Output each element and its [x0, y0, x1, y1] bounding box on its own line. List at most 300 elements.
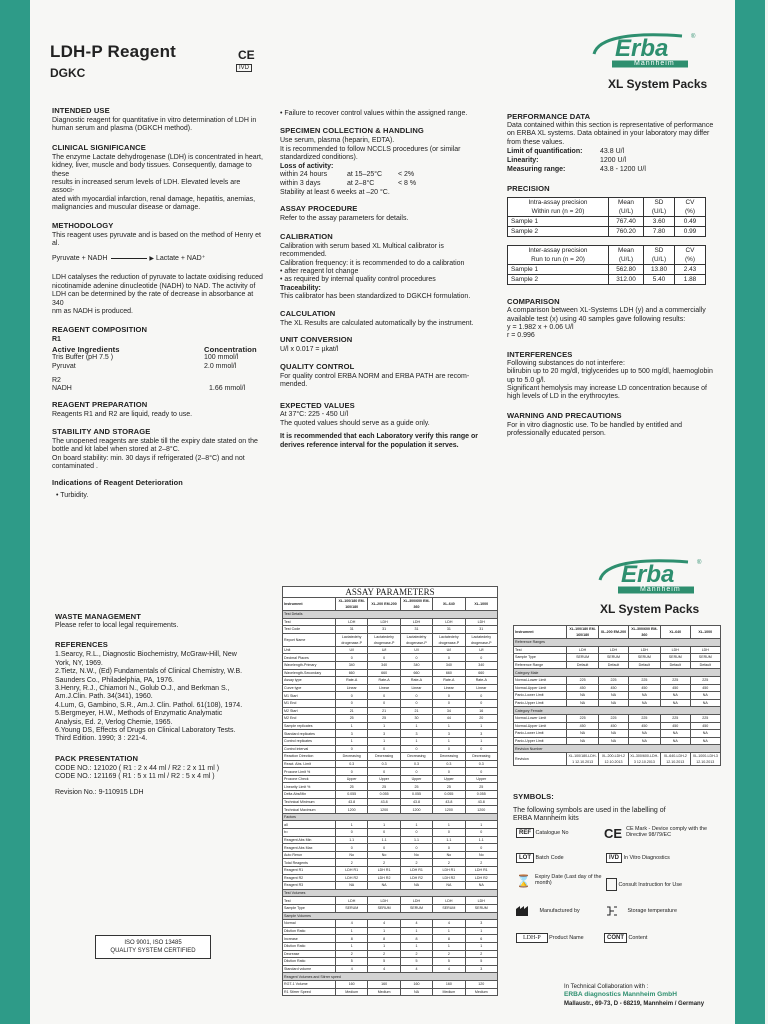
- intended-use-l2: human serum and plasma (DGKCH method).: [52, 125, 193, 133]
- storage-text: Storage temperature: [627, 908, 677, 915]
- pack-line: CODE NO.: 121169 ( R1 : 5 x 11 ml / R2 : 5 x 4 ml ): [55, 773, 215, 781]
- row-label: Reagent R1: [283, 867, 336, 875]
- table-cell: 31: [465, 626, 497, 634]
- table-cell: LDH R2: [368, 874, 400, 882]
- table-cell: 1200: [400, 806, 432, 814]
- table-cell: No: [336, 851, 368, 859]
- symbol-expiry: [516, 874, 604, 888]
- table-cell: Linear: [336, 684, 368, 692]
- table-cell: NA: [599, 730, 629, 738]
- table-cell: 0: [368, 745, 400, 753]
- table-cell: Lactatedehy drogenase-P: [400, 633, 432, 646]
- row-label: Wavelength-Secondary: [283, 669, 336, 677]
- table-cell: LDH: [628, 646, 660, 654]
- table-cell: 6: [465, 935, 497, 943]
- stability-heading: STABILITY AND STORAGE: [52, 426, 151, 436]
- row-label: Prozone Limit %: [283, 768, 336, 776]
- table-row: [283, 626, 498, 634]
- section-cell: Factors: [283, 813, 498, 821]
- table-cell: 0.3: [400, 760, 432, 768]
- table-row: [283, 806, 498, 814]
- section-cell: Test Volumes: [283, 889, 498, 897]
- table-cell: NA: [628, 737, 660, 745]
- limit-value: 43.8 U/l: [600, 148, 625, 156]
- product-subtitle: DGKC: [50, 66, 86, 80]
- symbols-block: [513, 792, 723, 824]
- table-cell: NA: [690, 730, 720, 738]
- table-cell: SERUM: [336, 904, 368, 912]
- table-cell: 1: [433, 927, 465, 935]
- table-cell: NA: [628, 730, 660, 738]
- row-label: Normal-Lower Limit: [514, 714, 567, 722]
- table-row: [283, 791, 498, 799]
- table-row: [283, 715, 498, 723]
- row-label: Dilution Ratio: [283, 927, 336, 935]
- table-cell: 0: [400, 745, 432, 753]
- table-row: [283, 798, 498, 806]
- table-row: [283, 722, 498, 730]
- factory-icon: [516, 905, 530, 916]
- table-cell: U/l: [368, 646, 400, 654]
- header-cell: XL-300/600 EM-360: [628, 626, 660, 639]
- table-cell: Linear: [400, 684, 432, 692]
- table-cell: 340: [400, 661, 432, 669]
- table-cell: LDH: [368, 618, 400, 626]
- table-cell: Default: [660, 661, 690, 669]
- row-label: Reagent Abs Max: [283, 844, 336, 852]
- table-cell: U/l: [465, 646, 497, 654]
- table-cell: NA: [660, 692, 690, 700]
- ivd-box: IVD: [606, 853, 622, 863]
- erba-logo-bottom: [596, 556, 706, 607]
- cont-text: Content: [628, 935, 648, 941]
- row-label: Total Reagents: [283, 859, 336, 867]
- table-cell: 225: [690, 714, 720, 722]
- logo-mannheim: Mannheim: [634, 60, 675, 67]
- table-cell: Rate-A: [336, 677, 368, 685]
- row-label: a0: [283, 821, 336, 829]
- ce-mark-icon: CE: [238, 48, 255, 62]
- table-cell: SERUM: [599, 654, 629, 662]
- table-cell: NA: [690, 699, 720, 707]
- table-row: [283, 874, 498, 882]
- table-cell: 3: [465, 965, 497, 973]
- row-label: Sample Type: [514, 654, 567, 662]
- table-cell: Lactatedehy drogenase-P: [368, 633, 400, 646]
- interferences-heading: INTERFERENCES: [507, 349, 573, 359]
- table-cell: 0: [336, 654, 368, 662]
- row-label: Control replicates: [283, 737, 336, 745]
- deterioration-heading: Indications of Reagent Deterioration: [52, 478, 183, 488]
- table-row: [508, 275, 706, 285]
- deterioration-item: • Turbidity.: [56, 492, 89, 500]
- table-cell: LDH: [433, 897, 465, 905]
- table-cell: 21: [336, 707, 368, 715]
- table-cell: 1: [465, 942, 497, 950]
- header-cell: XL-100/180 EM-160/180: [567, 626, 599, 639]
- limit-label: Limit of quantification:: [507, 148, 583, 156]
- table-cell: 340: [465, 661, 497, 669]
- table-cell: 5: [465, 958, 497, 966]
- xl-system-packs-bottom: XL System Packs: [600, 602, 700, 616]
- table-row: [283, 646, 498, 654]
- table-cell: 450: [660, 722, 690, 730]
- table-cell: XL-300/600-LDH-3 12.10.2013: [630, 753, 659, 764]
- table-cell: SERUM: [433, 904, 465, 912]
- failure-item: • Failure to recover control values within the assigned range.: [280, 110, 468, 117]
- loss-temp: at 2–8°C: [347, 180, 375, 188]
- table-cell: 16: [465, 707, 497, 715]
- traceability-heading: Traceability:: [280, 284, 321, 292]
- table-row: [283, 859, 498, 867]
- expected-l2: The quoted values should serve as a guide only.: [280, 419, 430, 427]
- warn-l1: For in vitro diagnostic use. To be handled by entitled and: [507, 421, 682, 429]
- row-label: Reagent R3: [283, 882, 336, 890]
- ref-line: 3.Henry, R.J., Chiamori N., Golub O.J., and Berkman S.,: [55, 685, 230, 693]
- loss-row: [280, 171, 492, 180]
- table-cell: NA: [690, 737, 720, 745]
- intra-head1: Intra-assay precision: [528, 199, 588, 207]
- row-label: Reaction Direction: [283, 753, 336, 761]
- table-cell: U/l: [433, 646, 465, 654]
- erba-logo-text: Erba: [621, 561, 675, 588]
- table-cell: 3: [368, 730, 400, 738]
- expiry-text: Expiry Date (Last day of the month): [534, 874, 602, 886]
- specimen-l3: standardized conditions).: [280, 154, 358, 162]
- row-label: Normal: [283, 920, 336, 928]
- table-cell: Upper: [336, 775, 368, 783]
- table-cell: XL-1000-LDH-3 12.10.2013: [690, 752, 720, 765]
- table-cell: 225: [628, 714, 660, 722]
- table-cell: 0: [465, 829, 497, 837]
- row-label: Reagent Abs Min: [283, 836, 336, 844]
- table-cell: 450: [628, 722, 660, 730]
- table-cell: 0: [400, 844, 432, 852]
- table-cell: 1: [465, 722, 497, 730]
- inter-head1: Inter-assay precision: [528, 247, 588, 255]
- table-cell: SERUM: [660, 654, 690, 662]
- table-cell: 1: [465, 737, 497, 745]
- logo-registered-mark: ®: [691, 34, 696, 40]
- table-cell: 0.3: [368, 760, 400, 768]
- r2-item-row: [52, 385, 264, 395]
- table-row: [283, 851, 498, 859]
- table-cell: 0: [433, 745, 465, 753]
- header-cell: XL-1000: [690, 626, 720, 639]
- warn-l2: professionally educated person.: [507, 430, 606, 438]
- table-cell: LDH: [336, 618, 368, 626]
- table-cell: 450: [567, 722, 599, 730]
- limit-value: 1200 U/l: [600, 157, 627, 165]
- specimen-l1: Use serum, plasma (heparin, EDTA).: [280, 137, 395, 145]
- ref-box: REF: [516, 828, 534, 838]
- table-row: [283, 988, 498, 996]
- table-row: [283, 737, 498, 745]
- loss-heading: Loss of activity:: [280, 162, 334, 170]
- section-row: [283, 611, 498, 619]
- expected-values-heading: EXPECTED VALUES: [280, 401, 355, 411]
- table-row: [283, 882, 498, 890]
- table-cell: 1: [336, 927, 368, 935]
- table-cell: 0: [336, 745, 368, 753]
- table-row: [514, 676, 721, 684]
- table-cell: 1: [336, 722, 368, 730]
- table-cell: Lactatedehy drogenase-P: [433, 633, 465, 646]
- table-cell: LDH: [400, 618, 432, 626]
- table-cell: 25: [368, 715, 400, 723]
- table-cell: 225: [660, 714, 690, 722]
- table-row: [508, 227, 706, 237]
- r1-item-conc: 100 mmol/l: [204, 353, 239, 361]
- footer: [564, 983, 724, 1008]
- interf-l2: bilirubin up to 20 mg/dl, triglycerides up to 500 mg/dl, haemoglobin: [507, 368, 713, 376]
- table-cell: 0.055: [368, 791, 400, 799]
- clinical-l5: malignancies and muscular disease or damage.: [52, 204, 201, 212]
- mean-cell: 767.40: [609, 217, 644, 227]
- table-cell: 225: [599, 676, 629, 684]
- table-cell: No: [368, 851, 400, 859]
- stability-line: Stability at least 6 weeks at –20 °C.: [280, 189, 390, 197]
- table-cell: 450: [567, 684, 599, 692]
- symbol-storage: [606, 905, 677, 917]
- table-cell: Upper: [465, 775, 497, 783]
- table-cell: 450: [660, 684, 690, 692]
- unit-text: U/l x 0.017 = µkat/l: [280, 346, 339, 354]
- table-cell: 21: [400, 707, 432, 715]
- table-cell: NA: [628, 692, 660, 700]
- table-cell: 0: [368, 844, 400, 852]
- table-cell: Rate-A: [465, 677, 497, 685]
- table-cell: NA: [660, 730, 690, 738]
- table-cell: NA: [433, 882, 465, 890]
- table-cell: 0: [465, 844, 497, 852]
- ce-text: CE Mark - Device comply with the Directive 98/79/EC: [626, 826, 707, 838]
- table-cell: SERUM: [465, 904, 497, 912]
- table-row: [283, 677, 498, 685]
- ref-text: Catalogue No: [535, 830, 569, 836]
- symbol-lot: [516, 853, 564, 863]
- waste-text: Please refer to local legal requirements.: [55, 622, 179, 629]
- stab-l4: contaminated .: [52, 462, 98, 470]
- table-cell: 0: [368, 768, 400, 776]
- xl-system-packs-top: XL System Packs: [608, 77, 708, 91]
- section-row: [283, 973, 498, 981]
- table-cell: 1.1: [465, 836, 497, 844]
- table-cell: 8: [368, 935, 400, 943]
- loss-row: [280, 180, 492, 189]
- table-cell: NA: [690, 692, 720, 700]
- row-label: Revision: [514, 752, 567, 765]
- table-cell: 25: [336, 715, 368, 723]
- table-cell: LDH: [465, 897, 497, 905]
- table-cell: SERUM: [690, 654, 720, 662]
- calculation-text: The XL Results are calculated automatically by the instrument.: [280, 319, 474, 327]
- right-teal-strip: [735, 0, 765, 1024]
- table-cell: LDH R1: [368, 867, 400, 875]
- iso-line2: QUALITY SYSTEM CERTIFIED: [110, 948, 196, 954]
- footer-company: ERBA diagnostics Mannheim GmbH: [564, 991, 677, 999]
- erba-logo-top: [590, 30, 700, 81]
- interf-l1: Following substances do not interfere:: [507, 359, 625, 367]
- row-label: Curve type: [283, 684, 336, 692]
- table-cell: 0: [336, 829, 368, 837]
- table-cell: LDH: [465, 618, 497, 626]
- perf-l2: on ERBA XL systems. Data obtained in your laboratory may differ: [507, 130, 710, 138]
- section-row: [283, 912, 498, 920]
- table-cell: NA: [336, 882, 368, 890]
- table-row: [283, 958, 498, 966]
- table-cell: Medium: [368, 988, 400, 996]
- erba-logo-text: Erba: [615, 35, 669, 62]
- row-label: Delta Abs/Min: [283, 791, 336, 799]
- table-row: [514, 752, 721, 765]
- table-cell: SERUM: [628, 654, 660, 662]
- table-cell: NA: [567, 730, 599, 738]
- section-cell: Reagent Volumes and Stirrer speed: [283, 973, 498, 981]
- col-unit: (U/L): [651, 256, 667, 264]
- table-cell: Decreasing: [400, 753, 432, 761]
- reagent-composition-heading: REAGENT COMPOSITION: [52, 324, 148, 334]
- table-cell: 34: [433, 707, 465, 715]
- comparison-heading: COMPARISON: [507, 297, 560, 307]
- sd-cell: 7.80: [644, 227, 675, 237]
- table-cell: 1.1: [400, 836, 432, 844]
- table-cell: Linear: [368, 684, 400, 692]
- table-cell: NA: [660, 699, 690, 707]
- table-cell: Decreasing: [465, 753, 497, 761]
- table-cell: Upper: [400, 775, 432, 783]
- calibration-heading: CALIBRATION: [280, 231, 333, 241]
- table-row: [283, 707, 498, 715]
- table-row: [514, 684, 721, 692]
- table-cell: 1: [400, 722, 432, 730]
- loss-time: within 24 hours: [280, 171, 328, 179]
- intra-assay-table: [507, 197, 706, 237]
- methodology-heading: METHODOLOGY: [52, 220, 114, 230]
- table-cell: 0: [368, 829, 400, 837]
- column-2: [280, 110, 492, 450]
- expected-l1: At 37°C: 225 - 450 U/l: [280, 411, 349, 419]
- method2-l3: LDH can be determined by the rate of decrease in absorbance at 340: [52, 291, 254, 307]
- table-cell: 2: [336, 950, 368, 958]
- row-label: Linearity Limit %: [283, 783, 336, 791]
- table-header-row: [283, 598, 498, 611]
- symbol-manufacturer: [516, 905, 580, 916]
- calib-l3: • after reagent lot change: [280, 268, 359, 276]
- clinical-l2: kidney, liver, muscle and body tissues. Consequently, damage to these: [52, 162, 252, 178]
- cv-cell: 2.43: [675, 265, 706, 275]
- table-cell: 3: [465, 920, 497, 928]
- header-cell: XL-640: [433, 598, 465, 611]
- table-cell: Default: [628, 661, 660, 669]
- limit-label: Linearity:: [507, 157, 539, 165]
- row-label: b=: [283, 829, 336, 837]
- table-cell: 30: [400, 715, 432, 723]
- mean-cell: 312.00: [609, 275, 644, 285]
- table-cell: 43.8: [400, 798, 432, 806]
- row-label: Test Code: [283, 626, 336, 634]
- reaction-left: Pyruvate + NADH: [52, 255, 108, 263]
- table-cell: 2: [433, 950, 465, 958]
- table-cell: 31: [336, 626, 368, 634]
- r1-item-row: [52, 354, 264, 363]
- table-cell: 340: [368, 661, 400, 669]
- recommend-l2: derives reference interval for the population it serves.: [280, 441, 459, 449]
- table-cell: 0: [368, 699, 400, 707]
- table-row: [283, 730, 498, 738]
- mfr-text: Manufactured by: [539, 907, 580, 914]
- table-cell: 1200: [433, 806, 465, 814]
- table-cell: 0: [400, 829, 432, 837]
- row-label: Dilution Ratio: [283, 958, 336, 966]
- table-row: [283, 699, 498, 707]
- row-label: Sample replicates: [283, 722, 336, 730]
- table-cell: Decreasing: [336, 753, 368, 761]
- sample-label: Sample 2: [508, 227, 609, 237]
- table-cell: 1: [433, 942, 465, 950]
- col-unit: (%): [685, 256, 695, 264]
- table-cell: 1: [400, 737, 432, 745]
- row-label: Decrease: [283, 950, 336, 958]
- table-cell: 0: [465, 699, 497, 707]
- table-row: [283, 821, 498, 829]
- row-label: M2 End: [283, 715, 336, 723]
- table-cell: 0: [465, 692, 497, 700]
- row-label: Wavelength-Primary: [283, 661, 336, 669]
- mean-cell: 562.80: [609, 265, 644, 275]
- deterioration-text: Turbidity.: [60, 492, 89, 500]
- table-cell: 0.055: [400, 791, 432, 799]
- mean-cell: 760.20: [609, 227, 644, 237]
- pack-presentation-heading: PACK PRESENTATION: [55, 753, 139, 763]
- table-cell: 450: [599, 684, 629, 692]
- stab-l1: The unopened reagents are stable till the expiry date stated on the: [52, 437, 258, 445]
- table-cell: 450: [690, 684, 720, 692]
- table-cell: 0.055: [433, 791, 465, 799]
- row-label: M1 Start: [283, 692, 336, 700]
- table-cell: 2: [368, 859, 400, 867]
- table-row: [283, 867, 498, 875]
- table-row: [508, 217, 706, 227]
- table-cell: LDH R2: [400, 874, 432, 882]
- iso-line1: ISO 9001, ISO 13485: [124, 940, 182, 946]
- r1-item-name: Pyruvat: [52, 362, 76, 370]
- table-cell: LDH R1: [433, 867, 465, 875]
- table-cell: Default: [599, 661, 629, 669]
- table-cell: 450: [599, 722, 629, 730]
- row-label: Assay type: [283, 677, 336, 685]
- table-cell: LDH R1: [336, 867, 368, 875]
- cv-cell: 1.88: [675, 275, 706, 285]
- instr-text: Consult Instruction for Use: [618, 881, 683, 888]
- clinical-l3: results in increased serum levels of LDH. Elevated levels are associ-: [52, 179, 241, 195]
- table-cell: LDH: [599, 646, 629, 654]
- recommend-l1: It is recommended that each Laboratory verify this range or: [280, 433, 478, 441]
- table-cell: Default: [690, 661, 720, 669]
- cont-box: CONT: [604, 933, 627, 943]
- table-cell: 5: [336, 958, 368, 966]
- table-cell: LDH: [336, 897, 368, 905]
- symbol-product-name: [516, 933, 584, 943]
- table-cell: 43.8: [465, 798, 497, 806]
- assay-text: Refer to the assay parameters for details.: [280, 215, 409, 223]
- row-label: M2 Start: [283, 707, 336, 715]
- table-cell: LDH: [368, 897, 400, 905]
- table-cell: 0.3: [465, 760, 497, 768]
- row-label: Panic-Lower Limit: [514, 730, 567, 738]
- table-row: [283, 654, 498, 662]
- col-unit: (%): [685, 208, 695, 216]
